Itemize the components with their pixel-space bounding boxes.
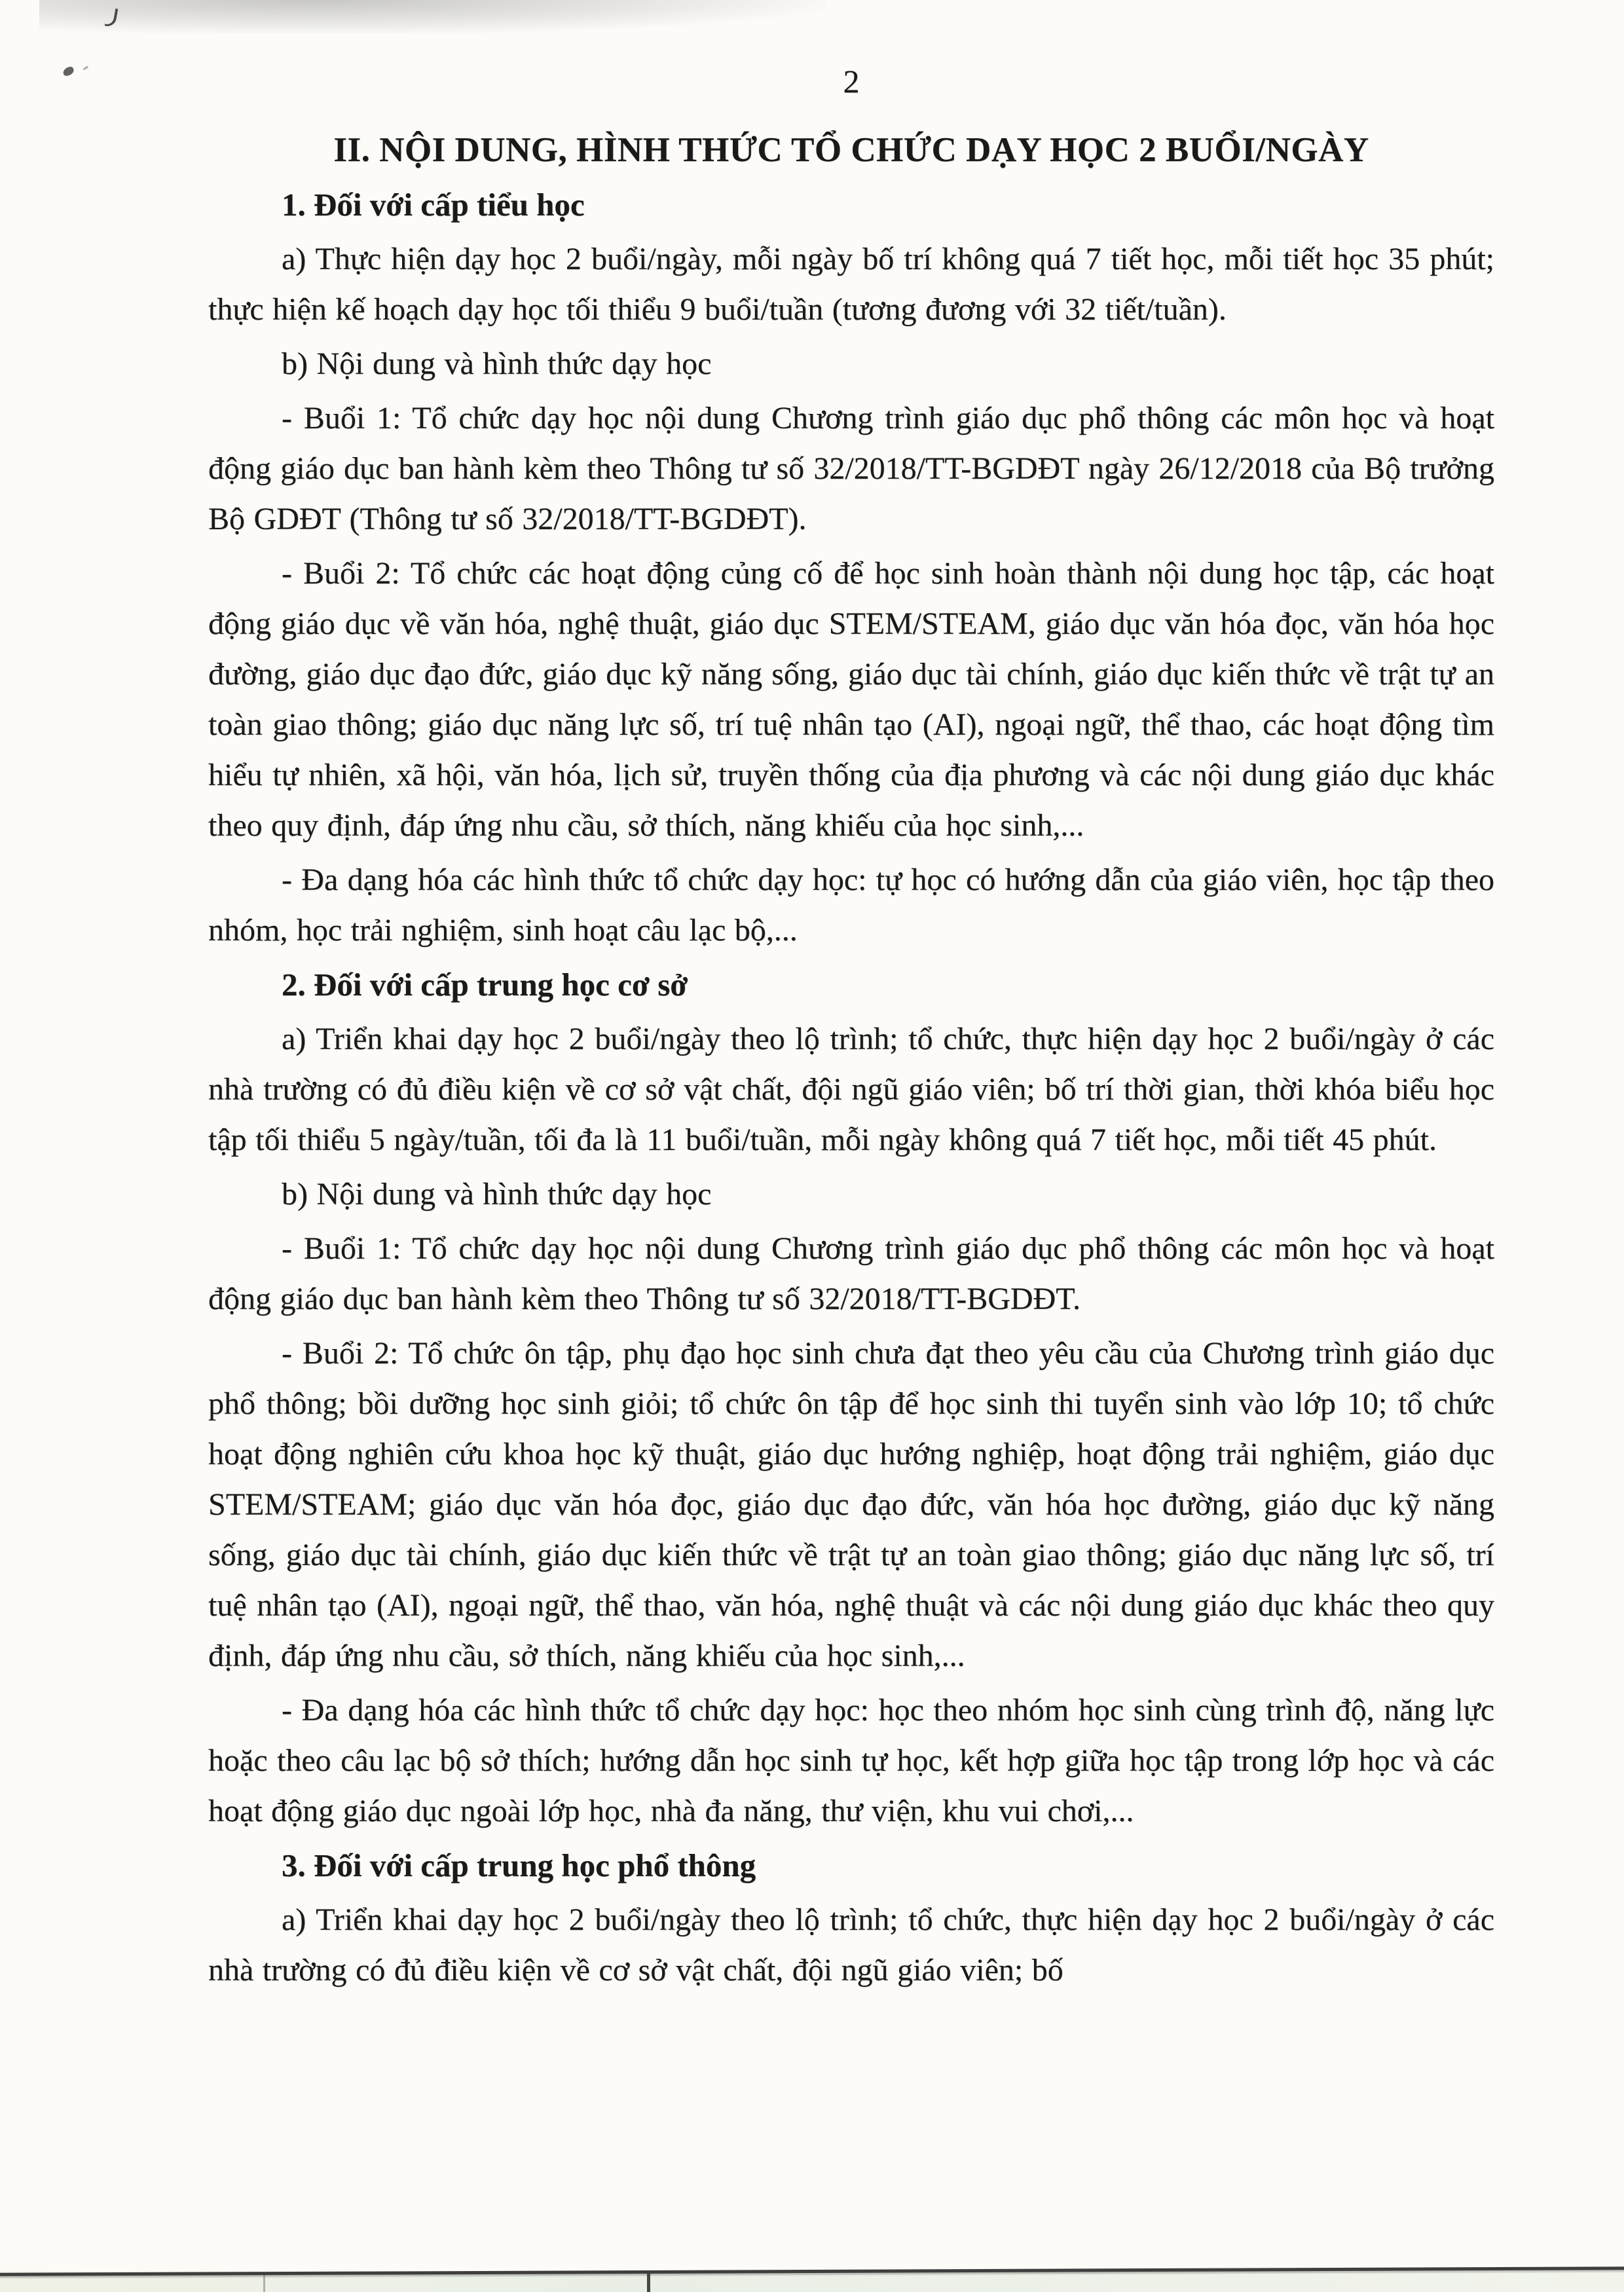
paragraph: b) Nội dung và hình thức dạy học [282, 1177, 712, 1211]
paragraph: b) Nội dung và hình thức dạy học [282, 346, 712, 381]
paragraph: - Buổi 2: Tổ chức ôn tập, phụ đạo học sinh chưa đạt theo yêu cầu của Chương trình giáo dục phổ thông; bồi dưỡng học sinh giỏi; tổ chức ôn tập để học sinh thi tuyển sinh vào lớp 10; tổ chức hoạt động nghiên cứu khoa học kỹ thuật, giáo dục hướng nghiệp, hoạt động trải nghiệm, giáo dục STEM/STEAM; giáo dục văn hóa đọc, giáo dục đạo đức, văn hóa học đường, giáo dục kỹ năng sống, giáo dục tài chính, giáo dục kiến thức về trật tự an toàn giao thông; giáo dục năng lực số, trí tuệ nhân tạo (AI), ngoại ngữ, thể thao, văn hóa, nghệ thuật và các nội dung giáo dục khác theo quy định, đáp ứng nhu cầu, sở thích, năng khiếu của học sinh,... [208, 1336, 1494, 1673]
scan-speck-artifact-1 [105, 7, 119, 28]
paragraph: - Đa dạng hóa các hình thức tổ chức dạy học: học theo nhóm học sinh cùng trình độ, năng lực hoặc theo câu lạc bộ sở thích; hướng dẫn học sinh tự học, kết hợp giữa học tập trong lớp học và các hoạt động giáo dục ngoài lớp học, nhà đa năng, thư viện, khu vui chơi,... [208, 1693, 1494, 1828]
paragraph: - Đa dạng hóa các hình thức tổ chức dạy học: tự học có hướng dẫn của giáo viên, học tập theo nhóm, học trải nghiệm, sinh hoạt câu lạc bộ,... [208, 862, 1494, 948]
section-heading-primary-school: 1. Đối với cấp tiểu học [282, 187, 585, 223]
paragraph: - Buổi 2: Tổ chức các hoạt động củng cố để học sinh hoàn thành nội dung học tập, các hoạt động giáo dục về văn hóa, nghệ thuật, giáo dục STEM/STEAM, giáo dục văn hóa đọc, văn hóa học đường, giáo dục đạo đức, giáo dục kỹ năng sống, giáo dục tài chính, giáo dục kiến thức về trật tự an toàn giao thông; giáo dục năng lực số, trí tuệ nhân tạo (AI), ngoại ngữ, thể thao, các hoạt động tìm hiểu tự nhiên, xã hội, văn hóa, lịch sử, truyền thống của địa phương và các nội dung giáo dục khác theo quy định, đáp ứng nhu cầu, sở thích, năng khiếu của học sinh,... [208, 556, 1494, 843]
section-heading-upper-secondary: 3. Đối với cấp trung học phổ thông [282, 1847, 756, 1883]
paragraph: a) Triển khai dạy học 2 buổi/ngày theo lộ trình; tổ chức, thực hiện dạy học 2 buổi/ngày ở các nhà trường có đủ điều kiện về cơ sở vật chất, đội ngũ giáo viên; bố trí thời gian, thời khóa biểu học tập tối thiểu 5 ngày/tuần, tối đa là 11 buổi/tuần, mỗi ngày không quá 7 tiết học, mỗi tiết 45 phút. [208, 1022, 1494, 1157]
paragraph: a) Thực hiện dạy học 2 buổi/ngày, mỗi ngày bố trí không quá 7 tiết học, mỗi tiết học 35 phút; thực hiện kế hoạch dạy học tối thiểu 9 buổi/tuần (tương đương với 32 tiết/tuần). [208, 242, 1494, 327]
scan-shadow-artifact [39, 0, 825, 34]
scan-vertical-line-faint [263, 2273, 265, 2292]
paragraph: a) Triển khai dạy học 2 buổi/ngày theo lộ trình; tổ chức, thực hiện dạy học 2 buổi/ngày ở các nhà trường có đủ điều kiện về cơ sở vật chất, đội ngũ giáo viên; bố [208, 1902, 1494, 1987]
document-body [208, 59, 1494, 1995]
page-title: II. NỘI DUNG, HÌNH THỨC TỔ CHỨC DẠY HỌC 2 BUỔI/NGÀY [333, 131, 1369, 169]
scan-vertical-line-dark [647, 2271, 650, 2292]
paragraph: - Buổi 1: Tổ chức dạy học nội dung Chương trình giáo dục phổ thông các môn học và hoạt động giáo dục ban hành kèm theo Thông tư số 32/2018/TT-BGDĐT ngày 26/12/2018 của Bộ trưởng Bộ GDĐT (Thông tư số 32/2018/TT-BGDĐT). [208, 401, 1494, 536]
page-number: 2 [843, 63, 860, 100]
paragraph: - Buổi 1: Tổ chức dạy học nội dung Chương trình giáo dục phổ thông các môn học và hoạt động giáo dục ban hành kèm theo Thông tư số 32/2018/TT-BGDĐT. [208, 1231, 1494, 1316]
scan-speck-artifact-2 [62, 65, 75, 77]
section-heading-lower-secondary: 2. Đối với cấp trung học cơ sở [282, 967, 688, 1003]
